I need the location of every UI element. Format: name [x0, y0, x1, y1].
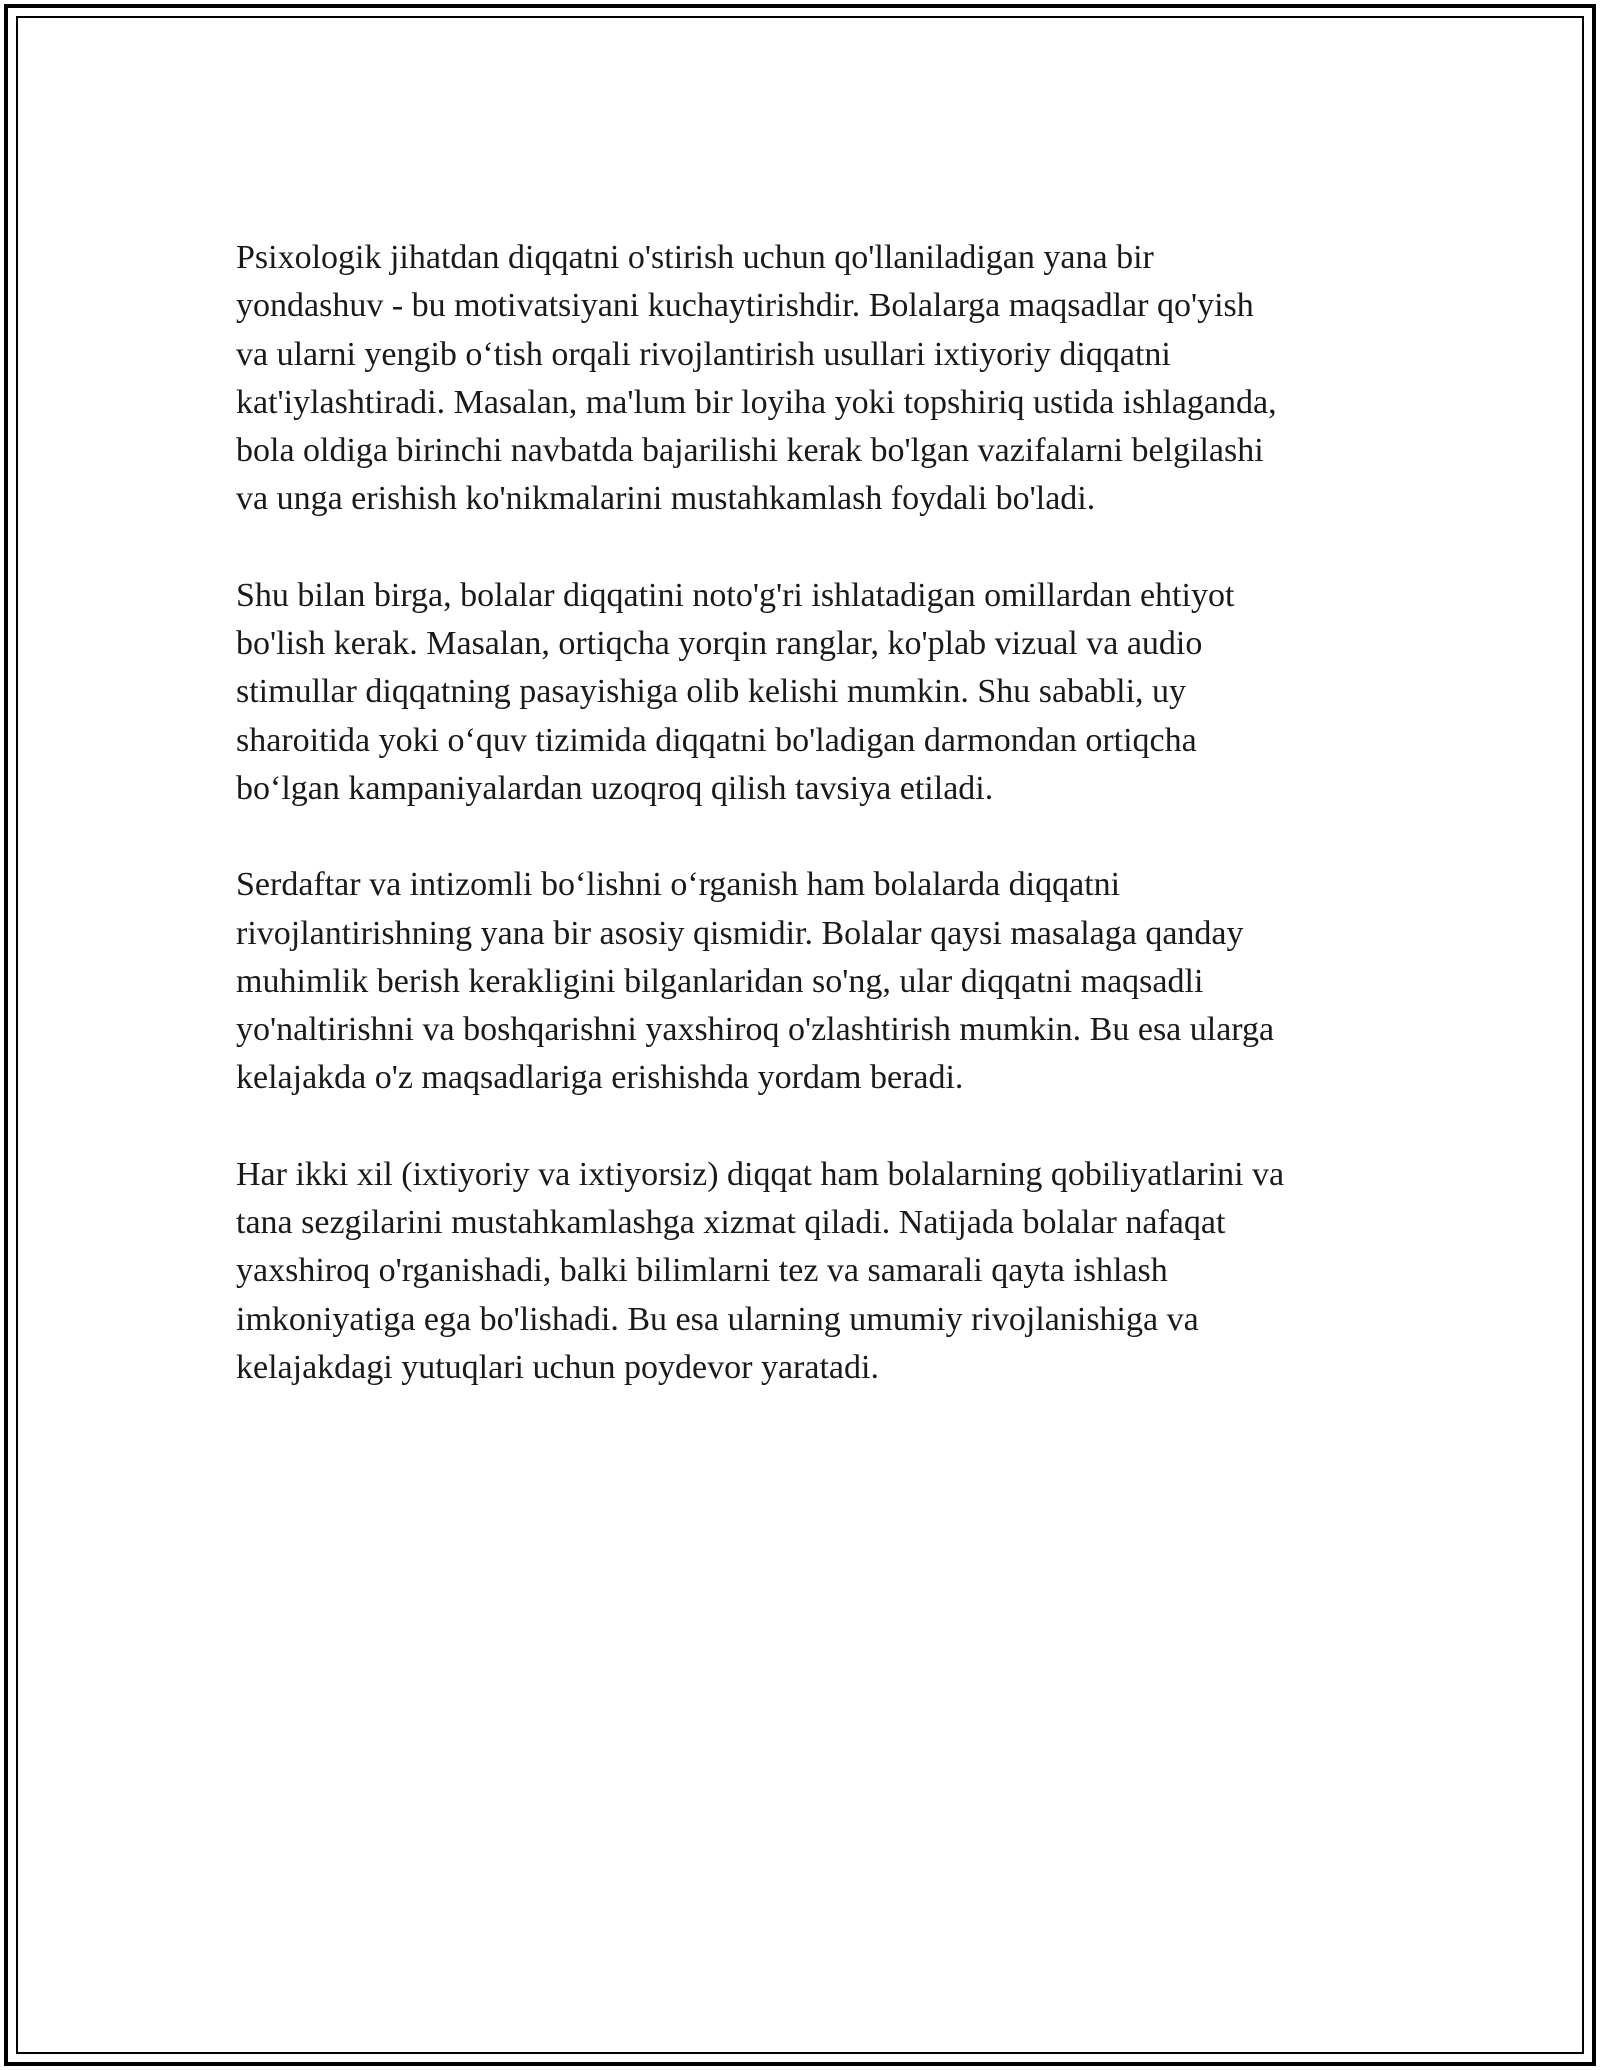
paragraph-2: Shu bilan birga, bolalar diqqatini noto'g'ri ishlatadigan omillardan ehtiyot bo'lish kerak. Masalan, ortiqcha yorqin ranglar, ko'plab vizual va audio stimullar diqqatning pasayishiga olib kelishi mumkin. Shu sababli, uy sharoitida yoki o‘quv tizimida diqqatni bo'ladigan darmondan ortiqcha bo‘lgan kampaniyalardan uzoqroq qilish tavsiya etiladi.: [236, 576, 1235, 807]
paragraph-4: Har ikki xil (ixtiyoriy va ixtiyorsiz) diqqat ham bolalarning qobiliyatlarini va tana sezgilarini mustahkamlashga xizmat qiladi. Natijada bolalar nafaqat yaxshiroq o'rganishadi, balki bilimlarni tez va samarali qayta ishlash imkoniyatiga ega bo'lishadi. Bu esa ularning umumiy rivojlanishiga va kelajakdagi yutuqlari uchun poydevor yaratadi.: [236, 1155, 1285, 1386]
document-body: [236, 234, 1386, 1440]
paragraph-1: Psixologik jihatdan diqqatni o'stirish uchun qo'llaniladigan yana bir yondashuv - bu motivatsiyani kuchaytirishdir. Bolalarga maqsadlar qo'yish va ularni yengib o‘tish orqali rivojlantirish usullari ixtiyoriy diqqatni kat'iylashtiradi. Masalan, ma'lum bir loyiha yoki topshiriq ustida ishlaganda, bola oldiga birinchi navbatda bajarilishi kerak bo'lgan vazifalarni belgilashi va unga erishish ko'nikmalarini mustahkamlash foydali bo'ladi.: [236, 239, 1277, 518]
paragraph-3: Serdaftar va intizomli bo‘lishni o‘rganish ham bolalarda diqqatni rivojlantirishning yana bir asosiy qismidir. Bolalar qaysi masalaga qanday muhimlik berish kerakligini bilganlaridan so'ng, ular diqqatni maqsadli yo'naltirishni va boshqarishni yaxshiroq o'zlashtirish mumkin. Bu esa ularga kelajakda o'z maqsadlariga erishishda yordam beradi.: [236, 866, 1275, 1097]
